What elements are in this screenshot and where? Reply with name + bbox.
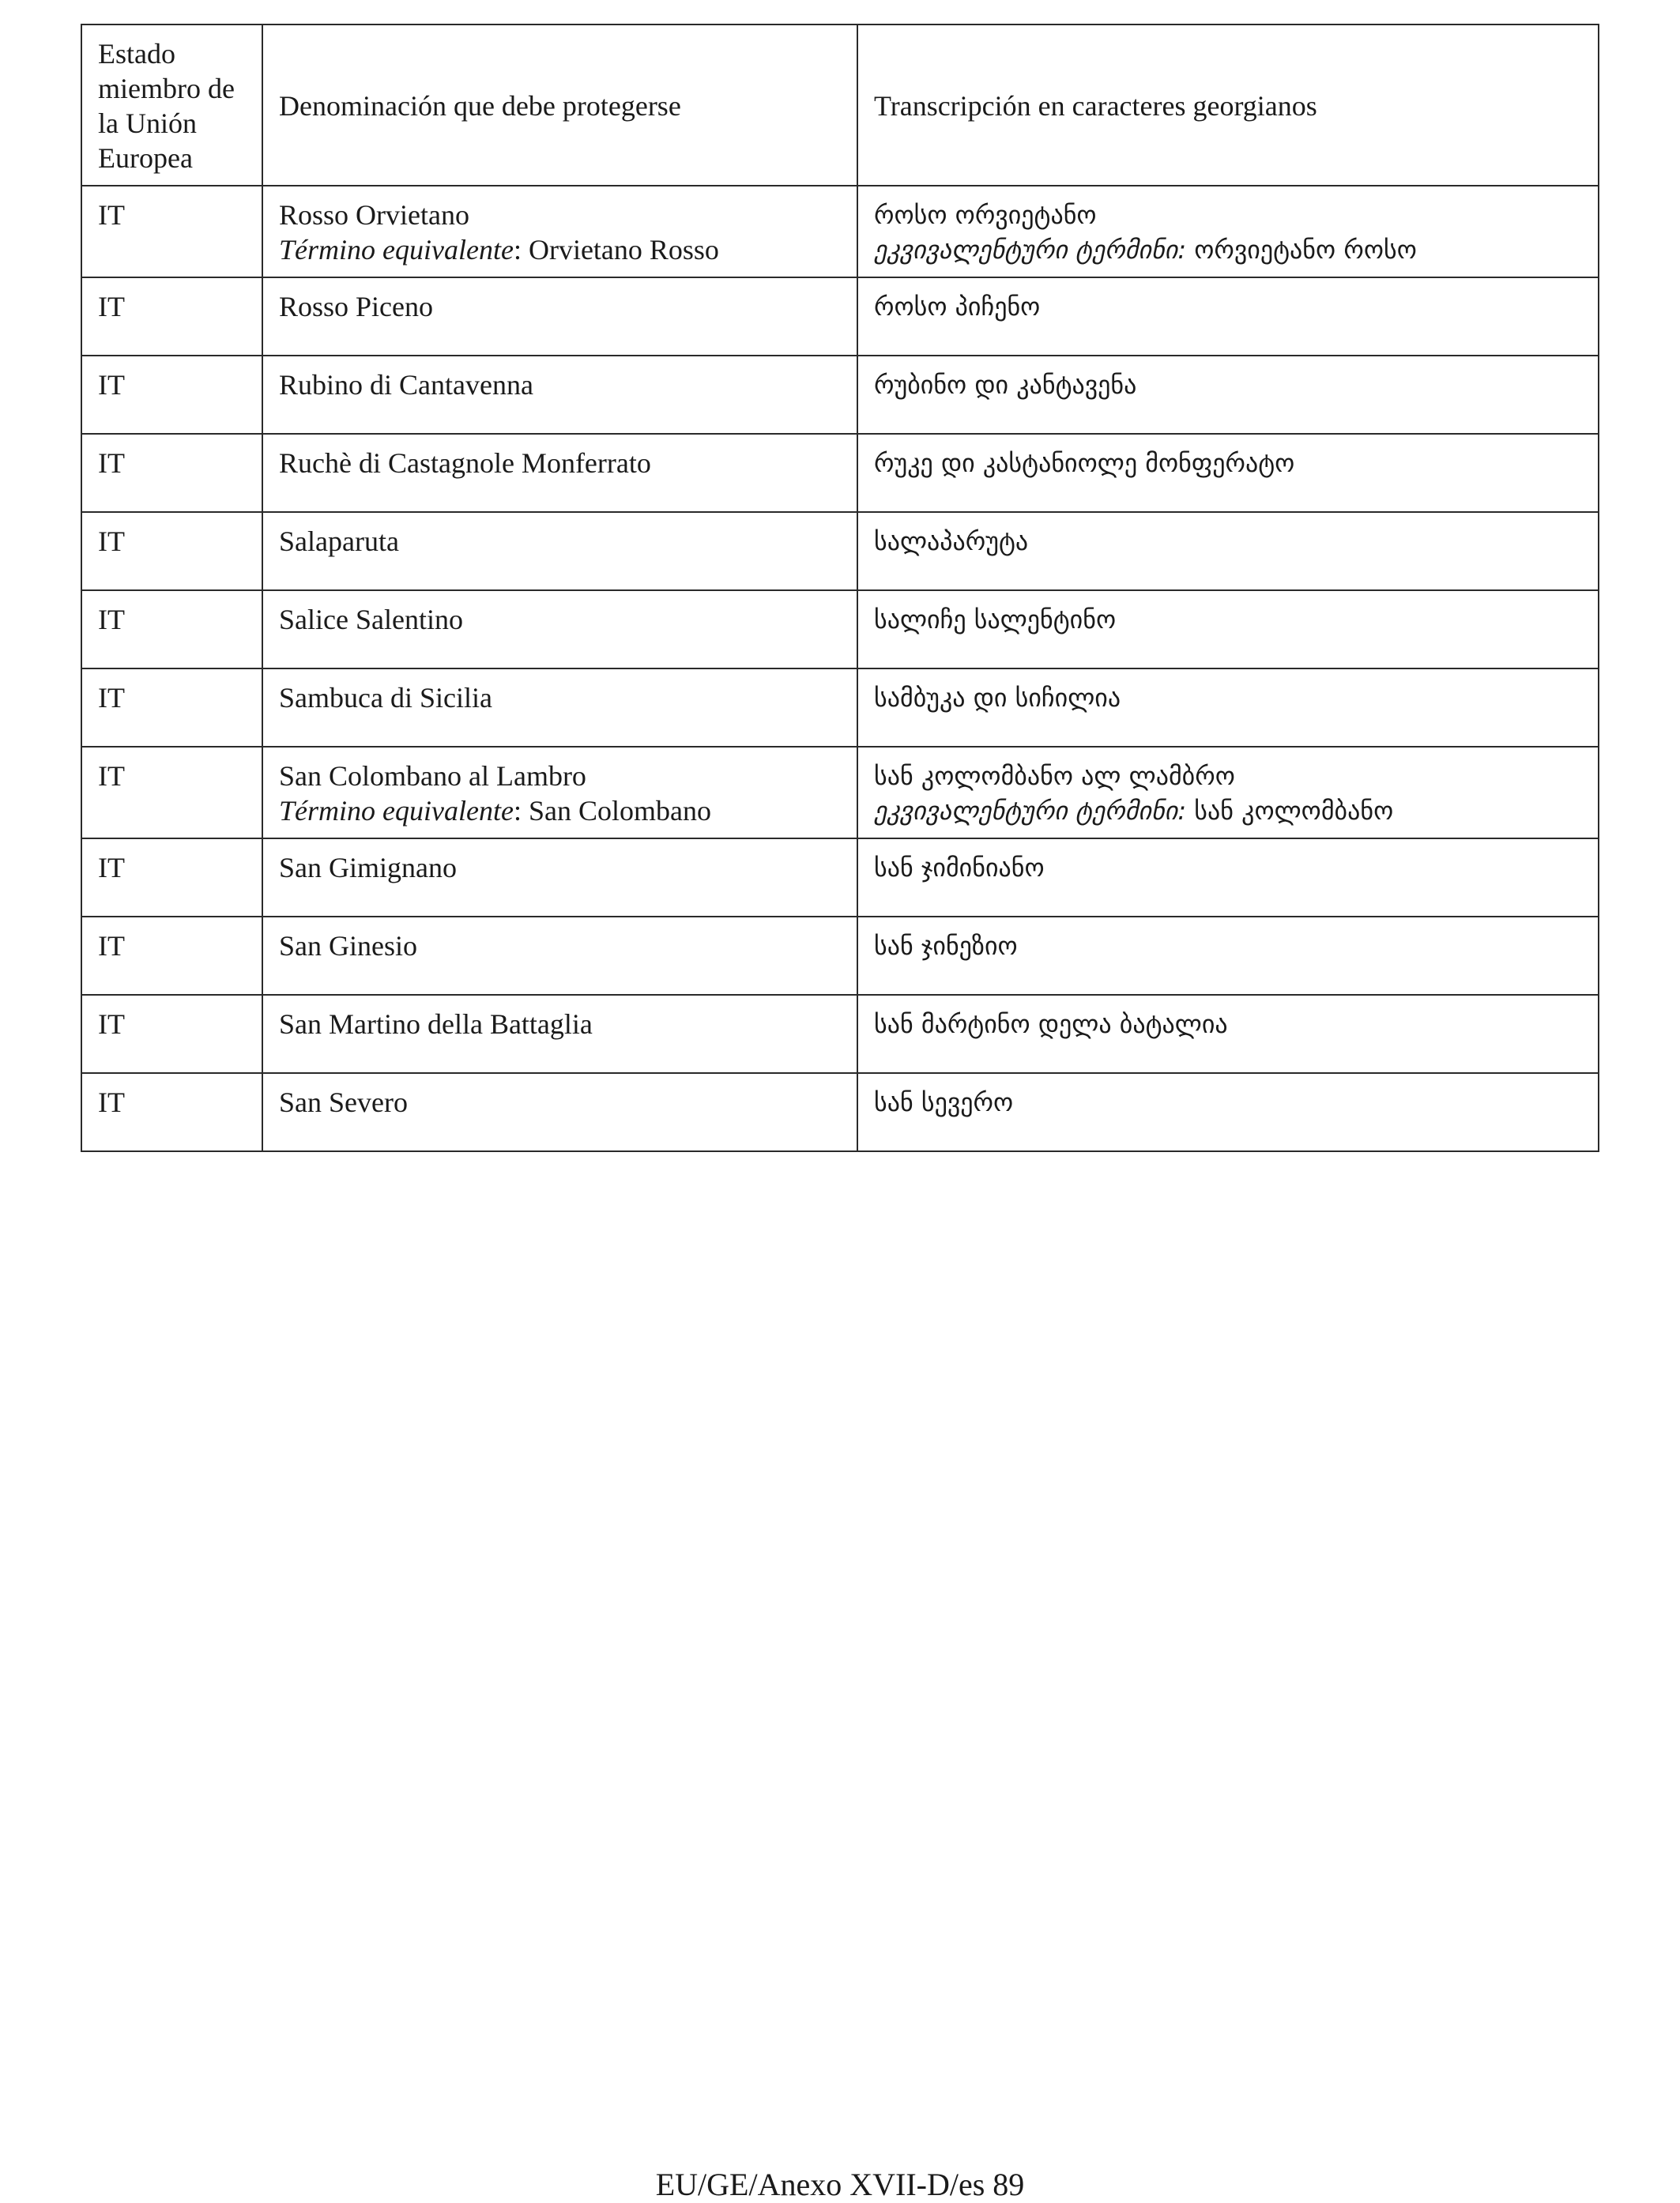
table-row <box>81 917 1599 995</box>
page-reference: EU/GE/Anexo XVII-D/es 89 <box>655 2167 1025 2202</box>
member-state-cell: IT <box>81 186 262 277</box>
header-member-state: Estado miembro de la Unión Europea <box>81 24 262 186</box>
member-state-cell: IT <box>81 747 262 838</box>
denomination-cell <box>262 186 857 277</box>
georgian-name: სან კოლომბანო ალ ლამბრო <box>874 761 1235 791</box>
georgian-cell: სან ჯიმინიანო <box>857 838 1599 917</box>
member-state-cell: IT <box>81 995 262 1073</box>
georgian-cell <box>857 186 1599 277</box>
equivalent-term-name: San Colombano <box>528 795 711 827</box>
table-row <box>81 512 1599 590</box>
georgian-cell: სალიჩე სალენტინო <box>857 590 1599 668</box>
denomination-cell: Rubino di Cantavenna <box>262 356 857 434</box>
table-row <box>81 747 1599 838</box>
denomination-name: Rosso Orvietano <box>279 199 469 231</box>
table-row <box>81 668 1599 747</box>
table-row <box>81 277 1599 356</box>
table-row <box>81 434 1599 512</box>
georgian-cell: სან სევერო <box>857 1073 1599 1151</box>
header-georgian-transcription: Transcripción en caracteres georgianos <box>857 24 1599 186</box>
denomination-cell <box>262 747 857 838</box>
equivalent-term: Término equivalente: San Colombano <box>279 795 711 827</box>
georgian-cell: სან მარტინო დელა ბატალია <box>857 995 1599 1073</box>
table-row <box>81 838 1599 917</box>
table-row <box>81 356 1599 434</box>
georgian-equivalent-name: ორვიეტანო როსო <box>1194 235 1417 265</box>
denomination-cell: Salice Salentino <box>262 590 857 668</box>
member-state-cell: IT <box>81 917 262 995</box>
denomination-cell: San Severo <box>262 1073 857 1151</box>
table-row <box>81 590 1599 668</box>
denomination-cell: San Ginesio <box>262 917 857 995</box>
denomination-cell: Rosso Piceno <box>262 277 857 356</box>
member-state-cell: IT <box>81 356 262 434</box>
equivalent-term-label: Término equivalente <box>279 234 514 265</box>
member-state-cell: IT <box>81 277 262 356</box>
georgian-equivalent-name: სან კოლომბანო <box>1194 796 1394 826</box>
table-row <box>81 995 1599 1073</box>
member-state-cell: IT <box>81 1073 262 1151</box>
member-state-cell: IT <box>81 434 262 512</box>
member-state-cell: IT <box>81 838 262 917</box>
georgian-equivalent <box>874 793 1582 828</box>
georgian-cell <box>857 747 1599 838</box>
equivalent-term-label: Término equivalente <box>279 795 514 827</box>
denomination-cell: San Martino della Battaglia <box>262 995 857 1073</box>
denomination-cell: San Gimignano <box>262 838 857 917</box>
equivalent-term: Término equivalente: Orvietano Rosso <box>279 234 719 265</box>
table-row <box>81 186 1599 277</box>
header-denomination: Denominación que debe protegerse <box>262 24 857 186</box>
denomination-cell: Ruchè di Castagnole Monferrato <box>262 434 857 512</box>
denomination-cell: Sambuca di Sicilia <box>262 668 857 747</box>
member-state-cell: IT <box>81 512 262 590</box>
gi-table <box>81 24 1599 1152</box>
denomination-name: San Colombano al Lambro <box>279 760 586 792</box>
table-row <box>81 1073 1599 1151</box>
member-state-cell: IT <box>81 668 262 747</box>
denomination-cell: Salaparuta <box>262 512 857 590</box>
georgian-name: როსო ორვიეტანო <box>874 200 1097 230</box>
table-header-row <box>81 24 1599 186</box>
georgian-cell: რუკე დი კასტანიოლე მონფერატო <box>857 434 1599 512</box>
georgian-equivalent-label: ეკვივალენტური ტერმინი: <box>874 235 1187 265</box>
member-state-cell: IT <box>81 590 262 668</box>
georgian-cell: სამბუკა დი სიჩილია <box>857 668 1599 747</box>
georgian-cell: რუბინო დი კანტავენა <box>857 356 1599 434</box>
georgian-cell: როსო პიჩენო <box>857 277 1599 356</box>
equivalent-term-name: Orvietano Rosso <box>528 234 719 265</box>
georgian-cell: სალაპარუტა <box>857 512 1599 590</box>
georgian-cell: სან ჯინეზიო <box>857 917 1599 995</box>
georgian-equivalent-label: ეკვივალენტური ტერმინი: <box>874 796 1187 826</box>
georgian-equivalent <box>874 232 1582 267</box>
